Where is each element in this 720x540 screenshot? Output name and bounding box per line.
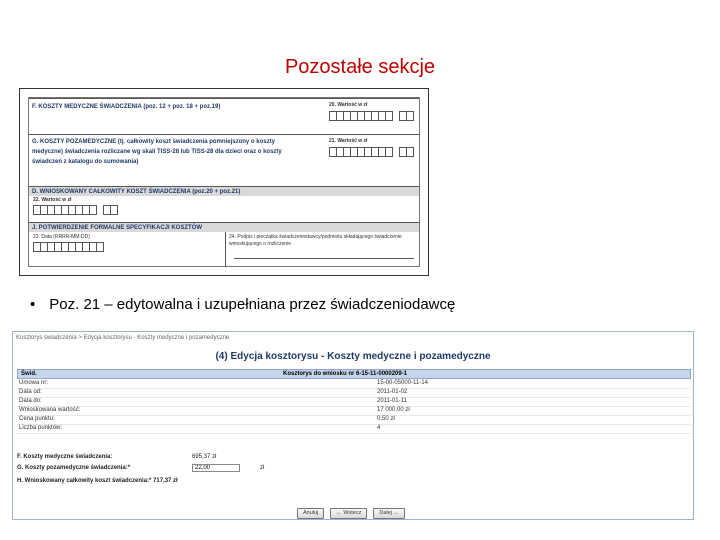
signature-line <box>234 258 414 259</box>
section-g-label-2: medyczne) świadczenia rozliczane wg skali TISS-28 lub TISS-28 dla dzieci oraz o koszty <box>32 149 282 155</box>
field-24-label-1: 24. Podpis i pieczątka świadczeniodawcy/podmiotu składającego świadczenie <box>229 234 402 240</box>
nonmedical-costs-input[interactable] <box>192 464 240 472</box>
field-20-label: 20. Wartość w zł <box>329 102 368 108</box>
field-21-boxes <box>329 147 392 157</box>
medical-costs-value: 695,37 zł <box>192 454 217 460</box>
back-button[interactable]: ← Wstecz <box>330 508 367 519</box>
field-22-row <box>29 196 419 218</box>
nonmedical-costs-label: G. Koszty pozamedyczne świadczenia:* <box>17 465 131 471</box>
nonmedical-costs-row <box>17 465 265 471</box>
slide-title: Pozostałe sekcje <box>284 56 436 78</box>
section-j-body <box>29 232 419 267</box>
row-value: 0,50 zł <box>377 416 395 422</box>
total-cost-row <box>17 478 178 484</box>
breadcrumb: Kosztorys świadczenia > Edycja kosztorysu - Koszty medyczne i pozamedyczne <box>16 335 230 341</box>
form-excerpt-image <box>19 88 429 276</box>
field-20-boxes <box>329 111 392 121</box>
section-g-label-3: świadczeń z katalogu do sumowania) <box>32 159 139 165</box>
field-22-label: 22. Wartość w zł <box>33 197 72 203</box>
field-24-label-2: wnioskującego o rozliczenie <box>229 241 291 247</box>
field-23-boxes <box>33 242 103 252</box>
table-row <box>17 380 691 389</box>
row-label: Liczba punktów: <box>19 425 63 431</box>
section-f-label: F. KOSZTY MEDYCZNE ŚWIADCZENIA (poz. 12 + poz. 18 + poz.19) <box>32 104 221 110</box>
field-21-label: 21. Wartość w zł <box>329 138 368 144</box>
row-value: 15-00-05000-11-14 <box>377 380 428 386</box>
table-row <box>17 398 691 407</box>
bullet-point <box>30 296 455 313</box>
button-bar <box>297 508 405 519</box>
table-row <box>17 416 691 425</box>
field-23-label: 23. Data (RRRR-MM-DD) <box>33 234 90 240</box>
bullet-text: Poz. 21 – edytowalna i uzupełniana przez świadczeniodawcę <box>49 296 456 313</box>
next-button[interactable]: Dalej → <box>373 508 405 519</box>
row-value: 2011-01-11 <box>377 398 407 404</box>
total-cost-label: H. Wnioskowany całkowity koszt świadczenia:* 717,37 zł <box>17 478 178 484</box>
row-label: Umowa nr: <box>19 380 49 386</box>
field-22-boxes <box>33 205 96 215</box>
row-label: Data od: <box>19 389 42 395</box>
row-label: Wnioskowana wartość: <box>19 407 81 413</box>
form-frame <box>28 97 420 267</box>
application-screenshot <box>12 331 694 520</box>
bullet-dot: • <box>30 296 36 313</box>
row-label: Cena punktu: <box>19 416 55 422</box>
section-g-row <box>29 134 419 176</box>
table-header <box>17 369 691 379</box>
section-f-row <box>29 98 419 126</box>
section-g-label-1: G. KOSZTY POZAMEDYCZNE (tj. całkowity koszt świadczenia pomniejszony o koszty <box>32 139 275 145</box>
medical-costs-label: F. Koszty medyczne świadczenia: <box>17 454 113 460</box>
header-left-label: Świd. <box>21 371 37 377</box>
section-j-divider <box>225 232 226 267</box>
page-title: (4) Edycja kosztorysu - Koszty medyczne i pozamedyczne <box>215 351 491 362</box>
section-j-label: J. POTWIERDZENIE FORMALNE SPECYFIKACJI KOSZTÓW <box>32 225 203 231</box>
cancel-button[interactable]: Anuluj <box>297 508 324 519</box>
table-row <box>17 425 691 434</box>
row-label: Data do: <box>19 398 42 404</box>
medical-costs-row <box>17 454 217 460</box>
currency-unit: zł <box>260 465 265 471</box>
details-table <box>17 380 691 434</box>
header-center-label: Kosztorys do wniosku nr 6-15-11-0000209-1 <box>283 371 408 377</box>
row-value: 2011-01-02 <box>377 389 408 395</box>
section-d-header <box>29 186 419 196</box>
field-20-decimal-boxes <box>399 111 413 121</box>
table-row <box>17 407 691 416</box>
field-22-decimal-boxes <box>103 205 117 215</box>
section-j-header <box>29 222 419 232</box>
section-d-label: D. WNIOSKOWANY CAŁKOWITY KOSZT ŚWIADCZENIA (poz.20 + poz.21) <box>32 189 241 195</box>
row-value: 4 <box>377 425 381 431</box>
row-value: 17 000,00 zł <box>377 407 410 413</box>
field-21-decimal-boxes <box>399 147 413 157</box>
table-row <box>17 389 691 398</box>
